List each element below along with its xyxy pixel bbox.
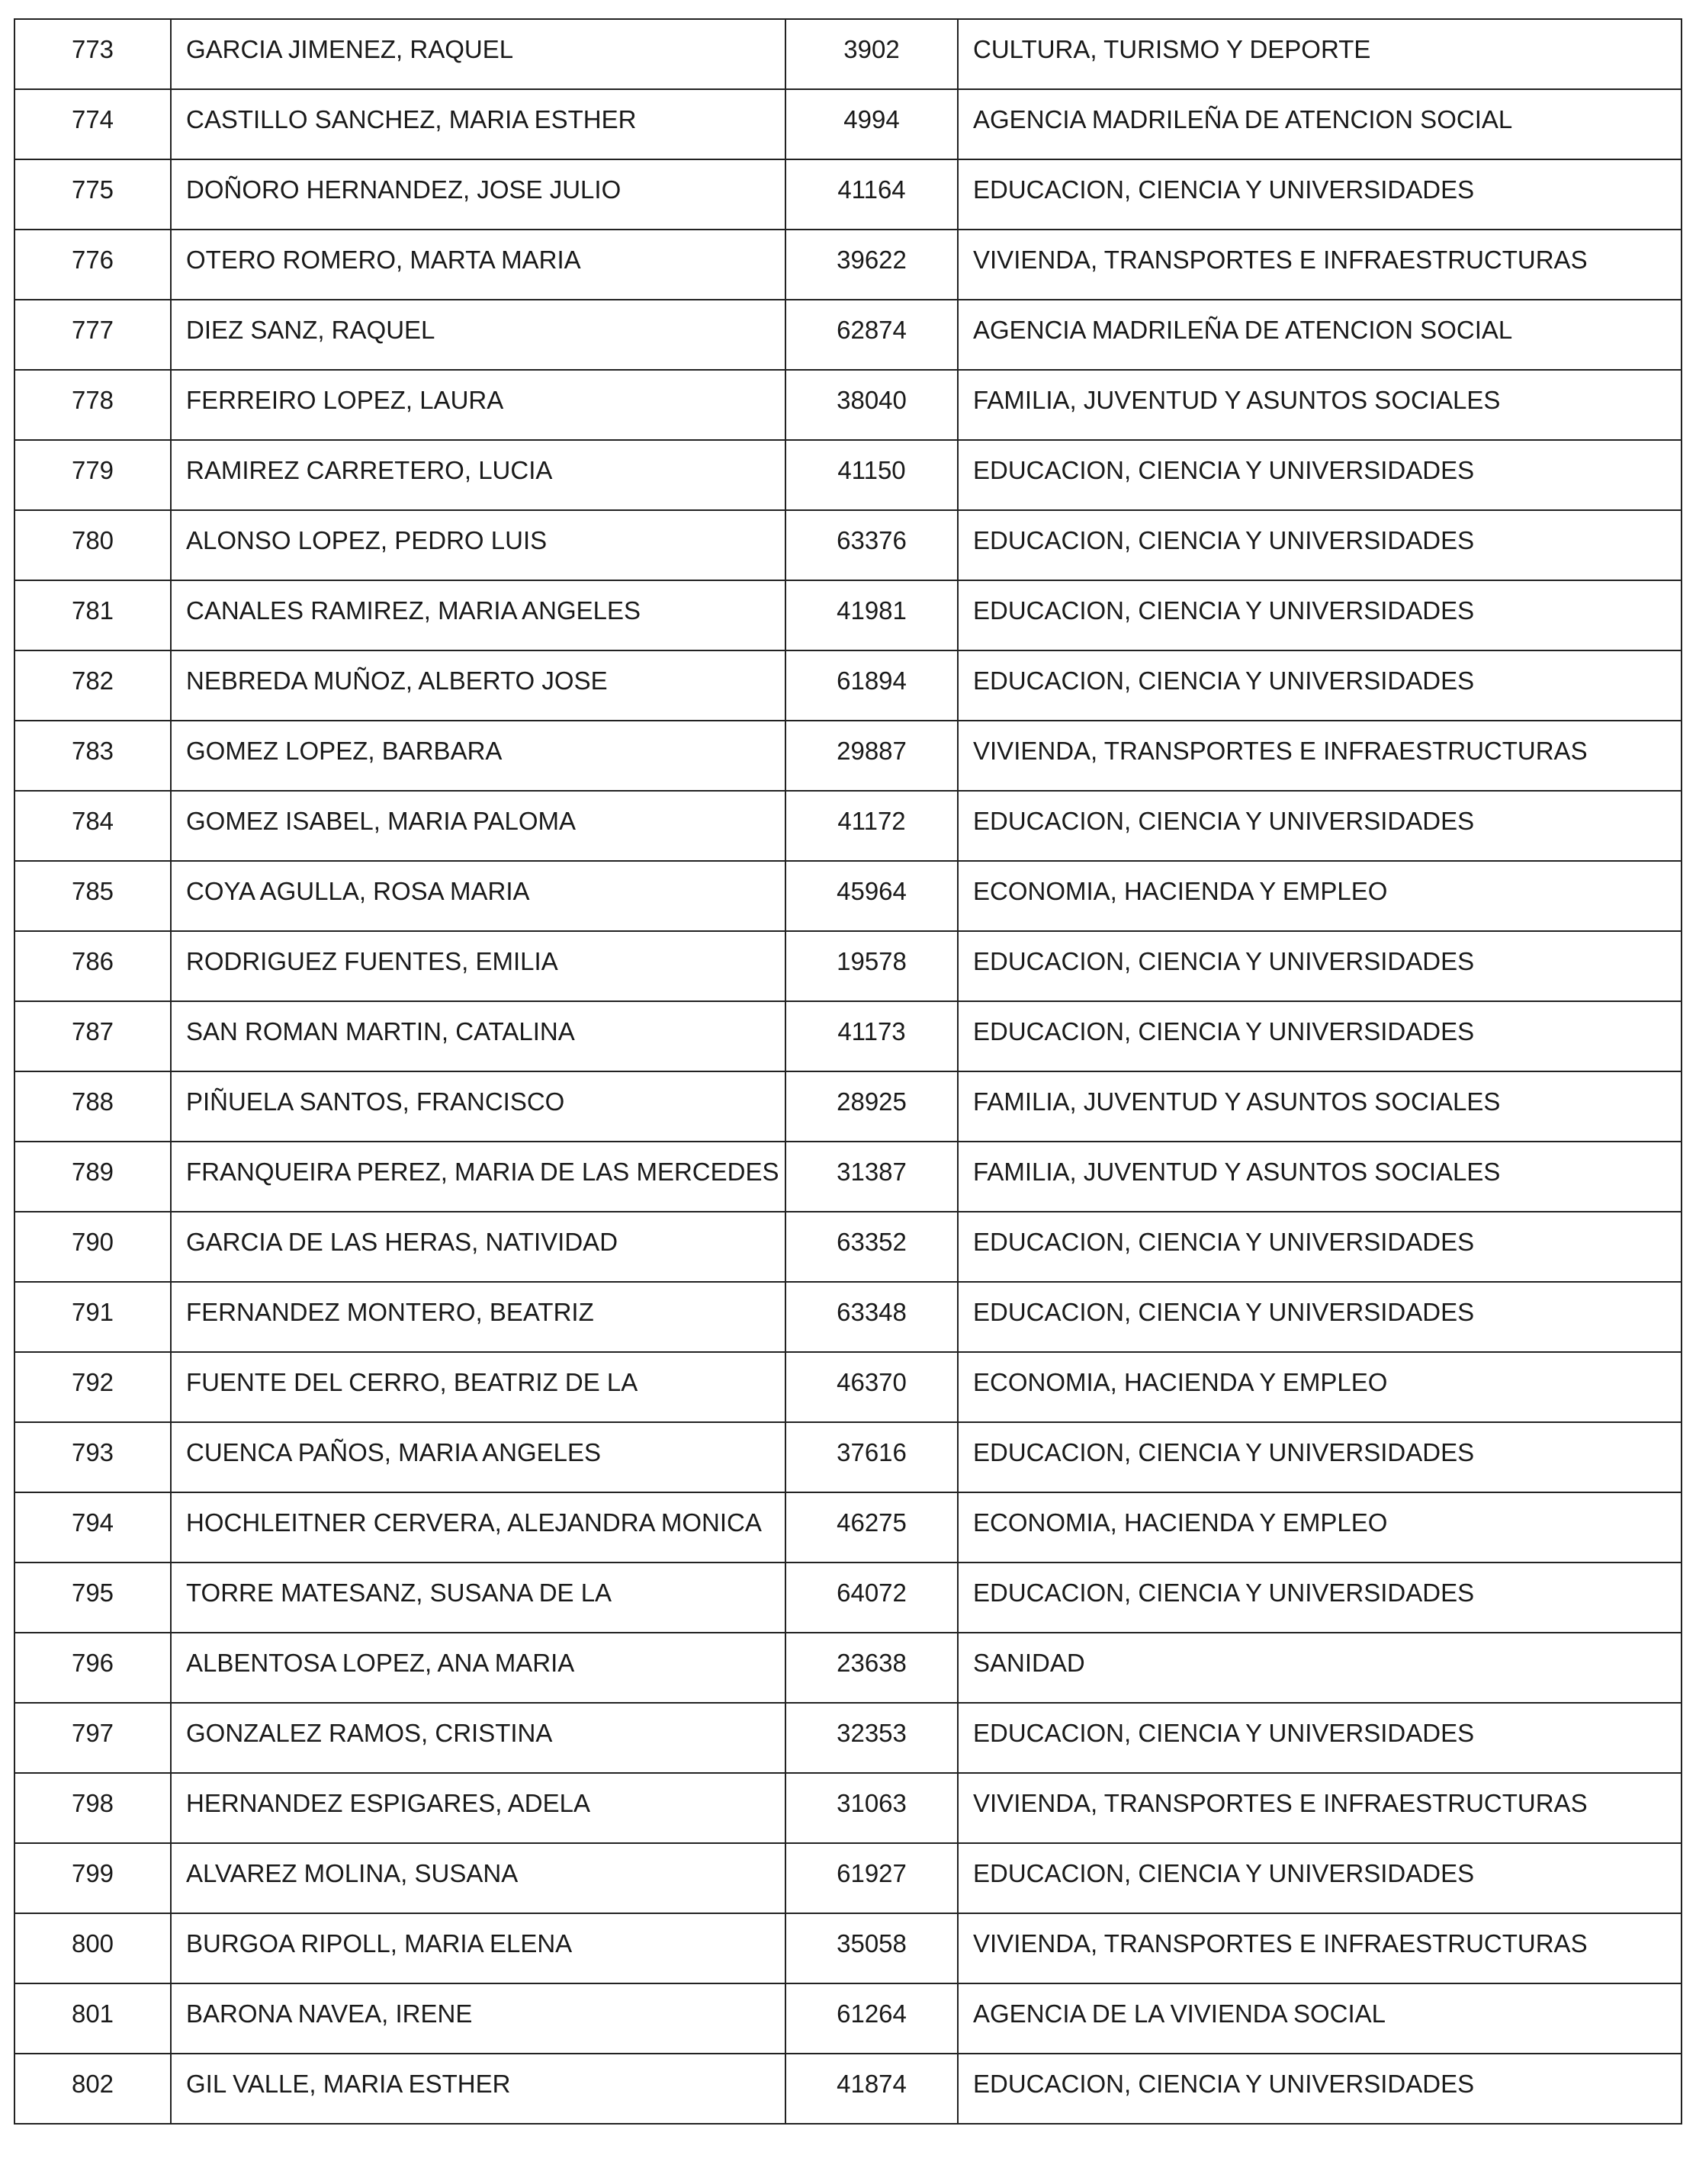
order-number-cell [14,1422,171,1492]
table-row [14,791,1682,861]
order-number-cell-text: 789 [71,1158,114,1186]
person-name-cell-text: ALONSO LOPEZ, PEDRO LUIS [186,526,548,554]
table-row [14,931,1682,1001]
code-cell-text: 63348 [837,1298,907,1326]
code-cell-text: 63376 [837,526,907,554]
department-cell [958,721,1682,791]
person-name-cell [171,1843,785,1913]
table-row [14,1212,1682,1282]
department-cell-text: ECONOMIA, HACIENDA Y EMPLEO [973,1508,1388,1537]
department-cell [958,1001,1682,1071]
person-name-cell-text: NEBREDA MUÑOZ, ALBERTO JOSE [186,666,608,695]
code-cell-text: 28925 [837,1087,907,1116]
code-cell-text: 31387 [837,1158,907,1186]
code-cell-text: 46275 [837,1508,907,1537]
table-row [14,1001,1682,1071]
person-name-cell [171,89,785,159]
order-number-cell-text: 781 [71,596,114,625]
person-name-cell [171,1773,785,1843]
person-name-cell-text: DIEZ SANZ, RAQUEL [186,316,435,344]
order-number-cell-text: 799 [71,1859,114,1887]
code-cell-text: 41173 [837,1017,906,1045]
department-cell-text: SANIDAD [973,1649,1085,1677]
order-number-cell-text: 791 [71,1298,114,1326]
code-cell [785,1212,958,1282]
department-cell [958,370,1682,440]
person-name-cell-text: GARCIA DE LAS HERAS, NATIVIDAD [186,1228,618,1256]
table-row [14,861,1682,931]
code-cell [785,440,958,510]
department-cell-text: AGENCIA DE LA VIVIENDA SOCIAL [973,1999,1386,2028]
person-name-cell-text: CANALES RAMIREZ, MARIA ANGELES [186,596,641,625]
order-number-cell-text: 790 [71,1228,114,1256]
table-row [14,1563,1682,1633]
order-number-cell [14,1563,171,1633]
code-cell [785,510,958,580]
table-row [14,2054,1682,2124]
code-cell [785,1071,958,1142]
code-cell [785,1563,958,1633]
department-cell [958,1142,1682,1212]
order-number-cell-text: 776 [71,246,114,274]
order-number-cell [14,1913,171,1983]
department-cell-text: EDUCACION, CIENCIA Y UNIVERSIDADES [973,1719,1475,1747]
department-cell [958,1843,1682,1913]
code-cell-text: 41164 [837,175,906,204]
person-name-cell [171,1071,785,1142]
personnel-table [14,18,1682,2125]
person-name-cell [171,440,785,510]
department-cell [958,580,1682,650]
department-cell [958,650,1682,721]
order-number-cell-text: 780 [71,526,114,554]
person-name-cell-text: FERREIRO LOPEZ, LAURA [186,386,504,414]
person-name-cell-text: CASTILLO SANCHEZ, MARIA ESTHER [186,105,637,133]
code-cell [785,1773,958,1843]
person-name-cell [171,1352,785,1422]
table-row [14,1633,1682,1703]
code-cell-text: 61894 [837,666,907,695]
document-page [14,18,1681,2125]
order-number-cell [14,1001,171,1071]
person-name-cell [171,861,785,931]
department-cell [958,440,1682,510]
code-cell [785,791,958,861]
code-cell [785,1843,958,1913]
person-name-cell [171,1983,785,2054]
person-name-cell [171,580,785,650]
department-cell [958,791,1682,861]
table-row [14,1071,1682,1142]
person-name-cell-text: ALBENTOSA LOPEZ, ANA MARIA [186,1649,575,1677]
person-name-cell-text: HOCHLEITNER CERVERA, ALEJANDRA MONICA [186,1508,762,1537]
code-cell-text: 19578 [837,947,907,975]
table-row [14,1843,1682,1913]
person-name-cell [171,1422,785,1492]
code-cell-text: 41172 [837,807,906,835]
order-number-cell-text: 792 [71,1368,114,1396]
code-cell [785,230,958,300]
department-cell-text: EDUCACION, CIENCIA Y UNIVERSIDADES [973,1228,1475,1256]
code-cell [785,650,958,721]
code-cell-text: 37616 [837,1438,907,1466]
department-cell [958,931,1682,1001]
person-name-cell-text: PIÑUELA SANTOS, FRANCISCO [186,1087,565,1116]
person-name-cell [171,1001,785,1071]
order-number-cell-text: 788 [71,1087,114,1116]
person-name-cell [171,370,785,440]
order-number-cell-text: 775 [71,175,114,204]
order-number-cell [14,1843,171,1913]
code-cell-text: 23638 [837,1649,907,1677]
table-row [14,650,1682,721]
order-number-cell-text: 795 [71,1579,114,1607]
table-row [14,580,1682,650]
person-name-cell [171,19,785,89]
person-name-cell [171,931,785,1001]
department-cell-text: VIVIENDA, TRANSPORTES E INFRAESTRUCTURAS [973,1789,1588,1817]
department-cell [958,1983,1682,2054]
person-name-cell [171,1282,785,1352]
department-cell-text: EDUCACION, CIENCIA Y UNIVERSIDADES [973,1017,1475,1045]
person-name-cell [171,1633,785,1703]
order-number-cell-text: 787 [71,1017,114,1045]
code-cell [785,2054,958,2124]
table-row [14,159,1682,230]
order-number-cell-text: 782 [71,666,114,695]
table-row [14,1422,1682,1492]
order-number-cell [14,230,171,300]
department-cell-text: FAMILIA, JUVENTUD Y ASUNTOS SOCIALES [973,1158,1501,1186]
table-row [14,1913,1682,1983]
code-cell-text: 4994 [843,105,900,133]
order-number-cell [14,1282,171,1352]
person-name-cell [171,1913,785,1983]
order-number-cell [14,159,171,230]
person-name-cell-text: COYA AGULLA, ROSA MARIA [186,877,530,905]
order-number-cell [14,510,171,580]
code-cell-text: 61927 [837,1859,907,1887]
order-number-cell-text: 774 [71,105,114,133]
person-name-cell-text: GOMEZ LOPEZ, BARBARA [186,737,503,765]
code-cell-text: 35058 [837,1929,907,1958]
code-cell-text: 63352 [837,1228,907,1256]
person-name-cell [171,230,785,300]
code-cell [785,580,958,650]
order-number-cell [14,931,171,1001]
department-cell [958,89,1682,159]
order-number-cell-text: 801 [71,1999,114,2028]
code-cell-text: 31063 [837,1789,907,1817]
department-cell [958,1282,1682,1352]
person-name-cell-text: BARONA NAVEA, IRENE [186,1999,473,2028]
person-name-cell-text: RODRIGUEZ FUENTES, EMILIA [186,947,558,975]
order-number-cell [14,300,171,370]
order-number-cell-text: 797 [71,1719,114,1747]
department-cell-text: EDUCACION, CIENCIA Y UNIVERSIDADES [973,2070,1475,2098]
order-number-cell-text: 800 [71,1929,114,1958]
order-number-cell [14,861,171,931]
person-name-cell-text: FRANQUEIRA PEREZ, MARIA DE LAS MERCEDES [186,1158,779,1186]
order-number-cell [14,2054,171,2124]
table-row [14,1983,1682,2054]
department-cell-text: FAMILIA, JUVENTUD Y ASUNTOS SOCIALES [973,1087,1501,1116]
order-number-cell [14,1703,171,1773]
department-cell [958,19,1682,89]
person-name-cell-text: GIL VALLE, MARIA ESTHER [186,2070,511,2098]
order-number-cell [14,1773,171,1843]
order-number-cell [14,440,171,510]
department-cell-text: VIVIENDA, TRANSPORTES E INFRAESTRUCTURAS [973,246,1588,274]
department-cell-text: EDUCACION, CIENCIA Y UNIVERSIDADES [973,1579,1475,1607]
order-number-cell-text: 777 [71,316,114,344]
code-cell [785,721,958,791]
order-number-cell [14,791,171,861]
person-name-cell-text: FERNANDEZ MONTERO, BEATRIZ [186,1298,594,1326]
code-cell-text: 41150 [837,456,906,484]
code-cell [785,1913,958,1983]
department-cell-text: EDUCACION, CIENCIA Y UNIVERSIDADES [973,1438,1475,1466]
department-cell-text: CULTURA, TURISMO Y DEPORTE [973,35,1371,63]
department-cell [958,510,1682,580]
table-row [14,1492,1682,1563]
code-cell [785,931,958,1001]
department-cell [958,1071,1682,1142]
code-cell-text: 39622 [837,246,907,274]
order-number-cell [14,1142,171,1212]
department-cell [958,1492,1682,1563]
order-number-cell-text: 798 [71,1789,114,1817]
code-cell-text: 38040 [837,386,907,414]
person-name-cell-text: SAN ROMAN MARTIN, CATALINA [186,1017,575,1045]
department-cell [958,861,1682,931]
department-cell [958,230,1682,300]
department-cell [958,1563,1682,1633]
department-cell [958,159,1682,230]
code-cell-text: 62874 [837,316,907,344]
order-number-cell [14,1352,171,1422]
department-cell-text: EDUCACION, CIENCIA Y UNIVERSIDADES [973,596,1475,625]
order-number-cell-text: 793 [71,1438,114,1466]
order-number-cell [14,580,171,650]
code-cell-text: 41981 [837,596,907,625]
department-cell [958,300,1682,370]
table-row [14,1352,1682,1422]
department-cell-text: EDUCACION, CIENCIA Y UNIVERSIDADES [973,807,1475,835]
person-name-cell [171,159,785,230]
person-name-cell [171,721,785,791]
department-cell-text: VIVIENDA, TRANSPORTES E INFRAESTRUCTURAS [973,1929,1588,1958]
person-name-cell-text: TORRE MATESANZ, SUSANA DE LA [186,1579,612,1607]
order-number-cell-text: 794 [71,1508,114,1537]
department-cell [958,1773,1682,1843]
code-cell [785,1983,958,2054]
department-cell-text: EDUCACION, CIENCIA Y UNIVERSIDADES [973,1298,1475,1326]
table-row [14,19,1682,89]
order-number-cell [14,1633,171,1703]
order-number-cell [14,1492,171,1563]
person-name-cell [171,1142,785,1212]
person-name-cell-text: OTERO ROMERO, MARTA MARIA [186,246,581,274]
department-cell [958,1212,1682,1282]
table-row [14,721,1682,791]
code-cell-text: 64072 [837,1579,907,1607]
department-cell-text: AGENCIA MADRILEÑA DE ATENCION SOCIAL [973,105,1513,133]
person-name-cell-text: ALVAREZ MOLINA, SUSANA [186,1859,519,1887]
department-cell [958,1633,1682,1703]
code-cell [785,1001,958,1071]
person-name-cell [171,650,785,721]
code-cell-text: 41874 [837,2070,907,2098]
person-name-cell-text: HERNANDEZ ESPIGARES, ADELA [186,1789,590,1817]
person-name-cell [171,1703,785,1773]
department-cell-text: AGENCIA MADRILEÑA DE ATENCION SOCIAL [973,316,1513,344]
order-number-cell-text: 783 [71,737,114,765]
department-cell-text: EDUCACION, CIENCIA Y UNIVERSIDADES [973,175,1475,204]
code-cell-text: 3902 [843,35,900,63]
person-name-cell-text: GOMEZ ISABEL, MARIA PALOMA [186,807,577,835]
person-name-cell [171,2054,785,2124]
code-cell [785,370,958,440]
code-cell [785,1633,958,1703]
order-number-cell-text: 778 [71,386,114,414]
department-cell [958,2054,1682,2124]
code-cell-text: 45964 [837,877,907,905]
code-cell [785,1703,958,1773]
order-number-cell [14,1071,171,1142]
person-name-cell-text: GONZALEZ RAMOS, CRISTINA [186,1719,553,1747]
department-cell [958,1913,1682,1983]
table-row [14,89,1682,159]
order-number-cell [14,1983,171,2054]
table-row [14,1282,1682,1352]
code-cell [785,1422,958,1492]
order-number-cell [14,19,171,89]
code-cell-text: 29887 [837,737,907,765]
order-number-cell [14,89,171,159]
department-cell [958,1352,1682,1422]
table-row [14,1142,1682,1212]
table-row [14,1703,1682,1773]
table-row [14,370,1682,440]
order-number-cell-text: 802 [71,2070,114,2098]
department-cell [958,1422,1682,1492]
order-number-cell-text: 786 [71,947,114,975]
code-cell [785,159,958,230]
person-name-cell [171,300,785,370]
department-cell-text: FAMILIA, JUVENTUD Y ASUNTOS SOCIALES [973,386,1501,414]
order-number-cell-text: 773 [71,35,114,63]
code-cell [785,1352,958,1422]
department-cell-text: EDUCACION, CIENCIA Y UNIVERSIDADES [973,947,1475,975]
code-cell [785,1142,958,1212]
code-cell [785,300,958,370]
code-cell [785,19,958,89]
department-cell-text: EDUCACION, CIENCIA Y UNIVERSIDADES [973,456,1475,484]
person-name-cell [171,1492,785,1563]
person-name-cell-text: GARCIA JIMENEZ, RAQUEL [186,35,514,63]
order-number-cell-text: 784 [71,807,114,835]
department-cell-text: ECONOMIA, HACIENDA Y EMPLEO [973,877,1388,905]
person-name-cell [171,1212,785,1282]
department-cell [958,1703,1682,1773]
order-number-cell [14,370,171,440]
code-cell [785,1282,958,1352]
department-cell-text: EDUCACION, CIENCIA Y UNIVERSIDADES [973,526,1475,554]
department-cell-text: VIVIENDA, TRANSPORTES E INFRAESTRUCTURAS [973,737,1588,765]
order-number-cell-text: 785 [71,877,114,905]
code-cell-text: 61264 [837,1999,907,2028]
code-cell [785,89,958,159]
person-name-cell-text: BURGOA RIPOLL, MARIA ELENA [186,1929,573,1958]
table-row [14,230,1682,300]
person-name-cell-text: FUENTE DEL CERRO, BEATRIZ DE LA [186,1368,638,1396]
code-cell [785,1492,958,1563]
table-row [14,440,1682,510]
table-body [14,19,1682,2124]
department-cell-text: EDUCACION, CIENCIA Y UNIVERSIDADES [973,666,1475,695]
code-cell-text: 32353 [837,1719,907,1747]
code-cell-text: 46370 [837,1368,907,1396]
person-name-cell [171,1563,785,1633]
department-cell-text: EDUCACION, CIENCIA Y UNIVERSIDADES [973,1859,1475,1887]
order-number-cell-text: 779 [71,456,114,484]
person-name-cell [171,510,785,580]
order-number-cell [14,1212,171,1282]
person-name-cell-text: RAMIREZ CARRETERO, LUCIA [186,456,553,484]
department-cell-text: ECONOMIA, HACIENDA Y EMPLEO [973,1368,1388,1396]
table-row [14,300,1682,370]
code-cell [785,861,958,931]
order-number-cell [14,721,171,791]
person-name-cell-text: CUENCA PAÑOS, MARIA ANGELES [186,1438,602,1466]
person-name-cell-text: DOÑORO HERNANDEZ, JOSE JULIO [186,175,622,204]
table-row [14,510,1682,580]
order-number-cell [14,650,171,721]
order-number-cell-text: 796 [71,1649,114,1677]
person-name-cell [171,791,785,861]
table-row [14,1773,1682,1843]
